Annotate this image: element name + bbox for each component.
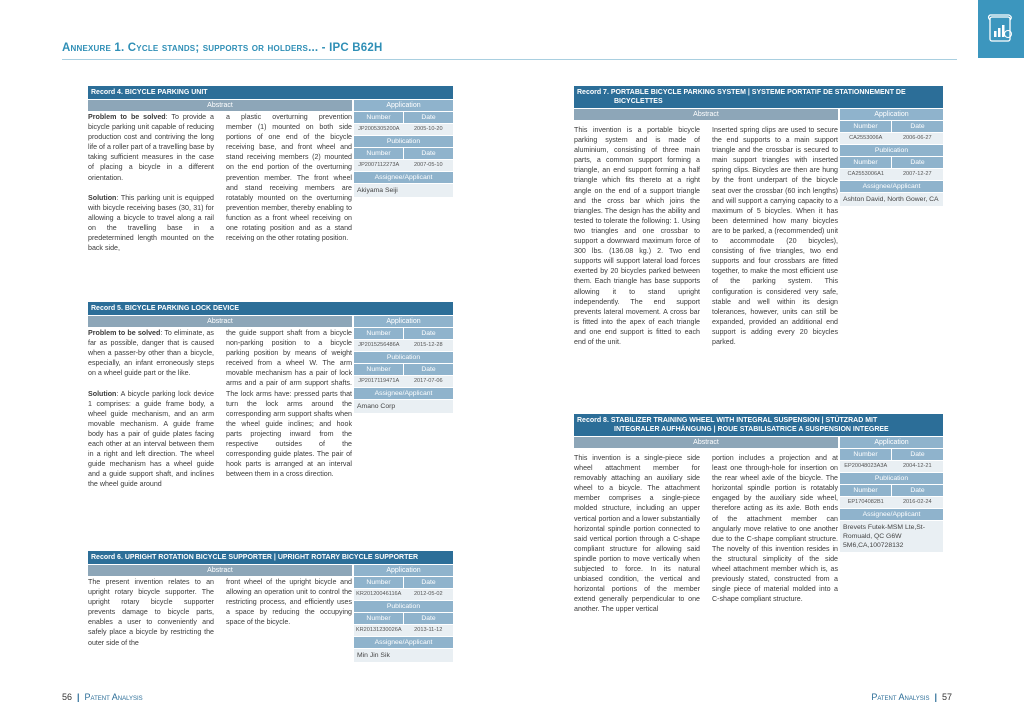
abstract-header: Abstract (574, 109, 838, 120)
number-label: Number (840, 449, 891, 460)
application-number: JP2005305200A (358, 126, 400, 132)
record-title: Record 7. PORTABLE BICYCLE PARKING SYSTEM | SYSTEME PORTATIF DE STATIONNEMENT DE BICYCLETTES (574, 86, 943, 108)
assignee-value: Akiyama Seiji (354, 184, 453, 197)
application-header: Application (840, 437, 943, 448)
footer-right (871, 692, 952, 702)
publication-logo (978, 0, 1024, 58)
publication-label: Publication (840, 145, 943, 156)
publication-date: 2007-05-10 (413, 162, 443, 168)
application-header: Application (354, 316, 453, 327)
abstract-column-1 (574, 449, 700, 625)
application-panel (354, 577, 453, 662)
abstract-header: Abstract (88, 100, 352, 111)
assignee-label: Assignee/Applicant (354, 388, 453, 399)
publication-number: CA2553006A1 (847, 171, 884, 177)
abstract-column-2: front wheel of the upright bicycle and allowing an operation unit to control the restricting process, and efficiently uses a space by reducing the occupying space of the bicycle. (226, 578, 352, 627)
abstract-column-1 (88, 112, 214, 263)
abstract-header: Abstract (88, 565, 352, 576)
abstract-header: Abstract (88, 316, 352, 327)
abstract-paragraph: Problem to be solved: To eliminate, as far as possible, danger that is caused when a passer-by other than a bicycle, especially, an infant erroneously steps on a wheel guide part or the like. (88, 329, 214, 378)
application-date: 2012-05-02 (413, 591, 443, 597)
application-panel (354, 112, 453, 263)
abstract-column-2: Inserted spring clips are used to secure the end supports to a main support triangle and the crossbar is secured to main support triangles with inserted spring clips. Bicycles are then are hung by the front underpart of the bicycle seat over the crossbar (60 inch lengths) and will support a carrying capacity to a maximum of 5 bicycles. When it has been determined how many bicycles are to be parked, a (recommended) unit to accommodate (20 bicycles), consisting of five triangles, two end supports and four crossbars are fitted together, to make the most efficient use of the parking system. This configuration is considered very safe, stable and well within its design tolerances, however, units can still be expanded, provided an additional end support is adding every 20 bicycles parked. (712, 126, 838, 346)
assignee-value: Ashton David, North Gower, CA (840, 193, 943, 206)
date-label: Date (404, 364, 453, 375)
record-title: Record 4. BICYCLE PARKING UNIT (88, 86, 453, 99)
publication-date: 2007-12-27 (902, 171, 932, 177)
application-number: JP2015256486A (358, 342, 400, 348)
record-8 (574, 414, 943, 625)
publication-number: EP1704082B1 (847, 499, 884, 505)
publication-number: JP2017119471A (358, 378, 400, 384)
abstract-column-1 (574, 121, 700, 357)
number-label: Number (840, 121, 891, 132)
abstract-paragraph: Solution: This parking unit is equipped with bicycle receiving bases (30, 31) for allowing a bicycle to travel along a rail on the travelling base in a predetermined length mounted on the back side, (88, 193, 214, 253)
record-4 (88, 86, 453, 263)
application-header: Application (354, 100, 453, 111)
date-label: Date (892, 449, 943, 460)
footer-separator: | (77, 692, 80, 702)
assignee-label: Assignee/Applicant (840, 181, 943, 192)
date-label: Date (404, 112, 453, 123)
record-6 (88, 551, 453, 662)
application-date: 2015-12-28 (413, 342, 443, 348)
publication-number: KR20131230026A (355, 627, 402, 633)
publication-label: Publication (354, 601, 453, 612)
assignee-value: Brevets Futek-MSM Lte,St-Romuald, QC G6W 5M6,CA,100728132 (840, 521, 943, 552)
assignee-value: Min Jin Sik (354, 649, 453, 662)
abstract-paragraph: The present invention relates to an upright rotary bicycle supporter. The upright rotary bicycle supporter prevents damage to bicycle parts, enables a user to conveniently and safely place a bicycle by restricting the outer side of the (88, 578, 214, 647)
abstract-header: Abstract (574, 437, 838, 448)
application-header: Application (840, 109, 943, 120)
record-5 (88, 302, 453, 500)
abstract-paragraph: This invention is a portable bicycle parking system and is made of aluminium, consisting of three main parts, a common support forming a triangle, an end support forming a half triangle which fits thereto at a right angle on the end of a support triangle and the cross bar which joins the triangles. The design has the ability and tested to tolerate the following: 1. Using two triangles and one crossbar to support a downward maximum force of 300 lbs. (136.08 kg.) 2. Two end supports will support lateral load forces exerted by 20 bicycles parked between them. Each triangle has base supports allowing it to stand upright independently. The end support prevents lateral movement. A cross bar is fitted into the apex of each triangle and one end support is fitted to each end of the unit. (574, 126, 700, 346)
date-label: Date (892, 121, 943, 132)
application-date: 2006-06-27 (902, 135, 932, 141)
application-date: 2005-10-20 (413, 126, 443, 132)
date-label: Date (892, 485, 943, 496)
footer-label-left: Patent Analysis (84, 692, 143, 702)
abstract-paragraph: This invention is a single-piece side wheel attachment member for removably attaching an auxiliary side wheel to a bicycle. The attachment member comprises a single-piece molded structure, including an upper vertical portion and a lower substantially horizontal spindle portion connected to said vertical portion through a C-shape compliant structure for allowing said spindle portion to move vertically when subjected to force. In its natural unbiased condition, the vertical and horizontal portions of the member extend generally perpendicular to one another. The upper vertical (574, 454, 700, 614)
abstract-column-1 (88, 328, 214, 500)
assignee-label: Assignee/Applicant (840, 509, 943, 520)
date-label: Date (404, 577, 453, 588)
abstract-column-2: a plastic overturning prevention member (1) mounted on both side portions of one end of the bicycle receiving base, and front wheel and stand receiving members (2) mounted on the end portion of the overturning prevention member. The front wheel and stand receiving members are rotatably mounted on the overturning prevention member, thereby enabling to function as a front wheel receiving on one rotating position and as a stand receiving on the other rotating position. (226, 113, 352, 243)
number-label: Number (354, 577, 403, 588)
date-label: Date (892, 157, 943, 168)
footer-left (62, 692, 143, 702)
abstract-column-1 (88, 577, 214, 662)
abstract-paragraph: Problem to be solved: To provide a bicycle parking unit capable of reducing production cost and contriving the long life of a roller part of a travelling base by taking sufficient measures in the case of placing a bicycle in a different orientation. (88, 113, 214, 182)
number-label: Number (354, 613, 403, 624)
application-panel (840, 121, 943, 357)
date-label: Date (404, 328, 453, 339)
abstract-paragraph: Solution: A bicycle parking lock device 1 comprises: a guide frame body, a wheel guide mechanism, and an arm movable mechanism. A guide frame body has a pair of guide plates facing each other at an interval between them in a right and left direction. The wheel guide mechanism has a wheel guide and a guide support shaft, and inclines the wheel guide around (88, 389, 214, 489)
publication-date: 2016-02-24 (902, 499, 932, 505)
publication-label: Publication (354, 136, 453, 147)
record-title: Record 5. BICYCLE PARKING LOCK DEVICE (88, 302, 453, 315)
number-label: Number (354, 112, 403, 123)
date-label: Date (404, 148, 453, 159)
abstract-column-2: portion includes a projection and at least one through-hole for insertion on the rear wheel axle of the bicycle. The horizontal spindle portion is rotatably engaged by the auxiliary side wheel, therefore acting as its axle. Both ends of the attachment member can angularly move relative to one another due to the C-shape compliant structure. The novelty of this invention resides in the structural simplicity of the side wheel attachment member which is, as previously stated, constructed from a single piece of material molded into a C-shape compliant structure. (712, 454, 838, 604)
page-number-left: 56 (62, 692, 73, 702)
publication-label: Publication (354, 352, 453, 363)
application-number: EP20048023A3A (844, 463, 888, 469)
publication-date: 2017-07-06 (413, 378, 443, 384)
number-label: Number (840, 157, 891, 168)
number-label: Number (354, 364, 403, 375)
publication-label: Publication (840, 473, 943, 484)
footer-label-right: Patent Analysis (871, 692, 930, 702)
footer-separator: | (934, 692, 937, 702)
application-number: CA2553006A (849, 135, 883, 141)
number-label: Number (354, 328, 403, 339)
page-number-right: 57 (941, 692, 952, 702)
header-divider (62, 59, 957, 60)
date-label: Date (404, 613, 453, 624)
abstract-column-2: the guide support shaft from a bicycle non-parking position to a bicycle parking position by means of weight received from a wheel W. The arm movable mechanism has a pair of lock arms and a pair of arm support shafts. The lock arms have: pressed parts that turn the lock arms around the corresponding arm support shafts when the wheel guide inclines; and hook parts projecting inward from the respective outsides of the corresponding guide plates. The pair of hook parts is arranged at an interval between them in a cross direction. (226, 329, 352, 479)
application-number: KR20120046116A (356, 591, 402, 597)
scroll-chart-icon (987, 14, 1015, 44)
page-title: Annexure 1. Cycle stands; supports or holders... - IPC B62H (62, 42, 383, 54)
assignee-label: Assignee/Applicant (354, 637, 453, 648)
record-7 (574, 86, 943, 357)
application-header: Application (354, 565, 453, 576)
publication-date: 2013-11-12 (414, 627, 443, 633)
application-date: 2004-12-21 (902, 463, 932, 469)
number-label: Number (840, 485, 891, 496)
application-panel (840, 449, 943, 625)
record-title: Record 6. UPRIGHT ROTATION BICYCLE SUPPORTER | UPRIGHT ROTARY BICYCLE SUPPORTER (88, 551, 453, 564)
number-label: Number (354, 148, 403, 159)
assignee-value: Amano Corp (354, 400, 453, 413)
record-title: Record 8. STABILIZER TRAINING WHEEL WITH INTEGRAL SUSPENSION | STÜTZRAD MIT INTEGRALER AUFHÄNGUNG | ROUE STABILISATRICE A SUSPENSION INTEGREE (574, 414, 943, 436)
application-panel (354, 328, 453, 500)
assignee-label: Assignee/Applicant (354, 172, 453, 183)
publication-number: JP2007112273A (358, 162, 400, 168)
